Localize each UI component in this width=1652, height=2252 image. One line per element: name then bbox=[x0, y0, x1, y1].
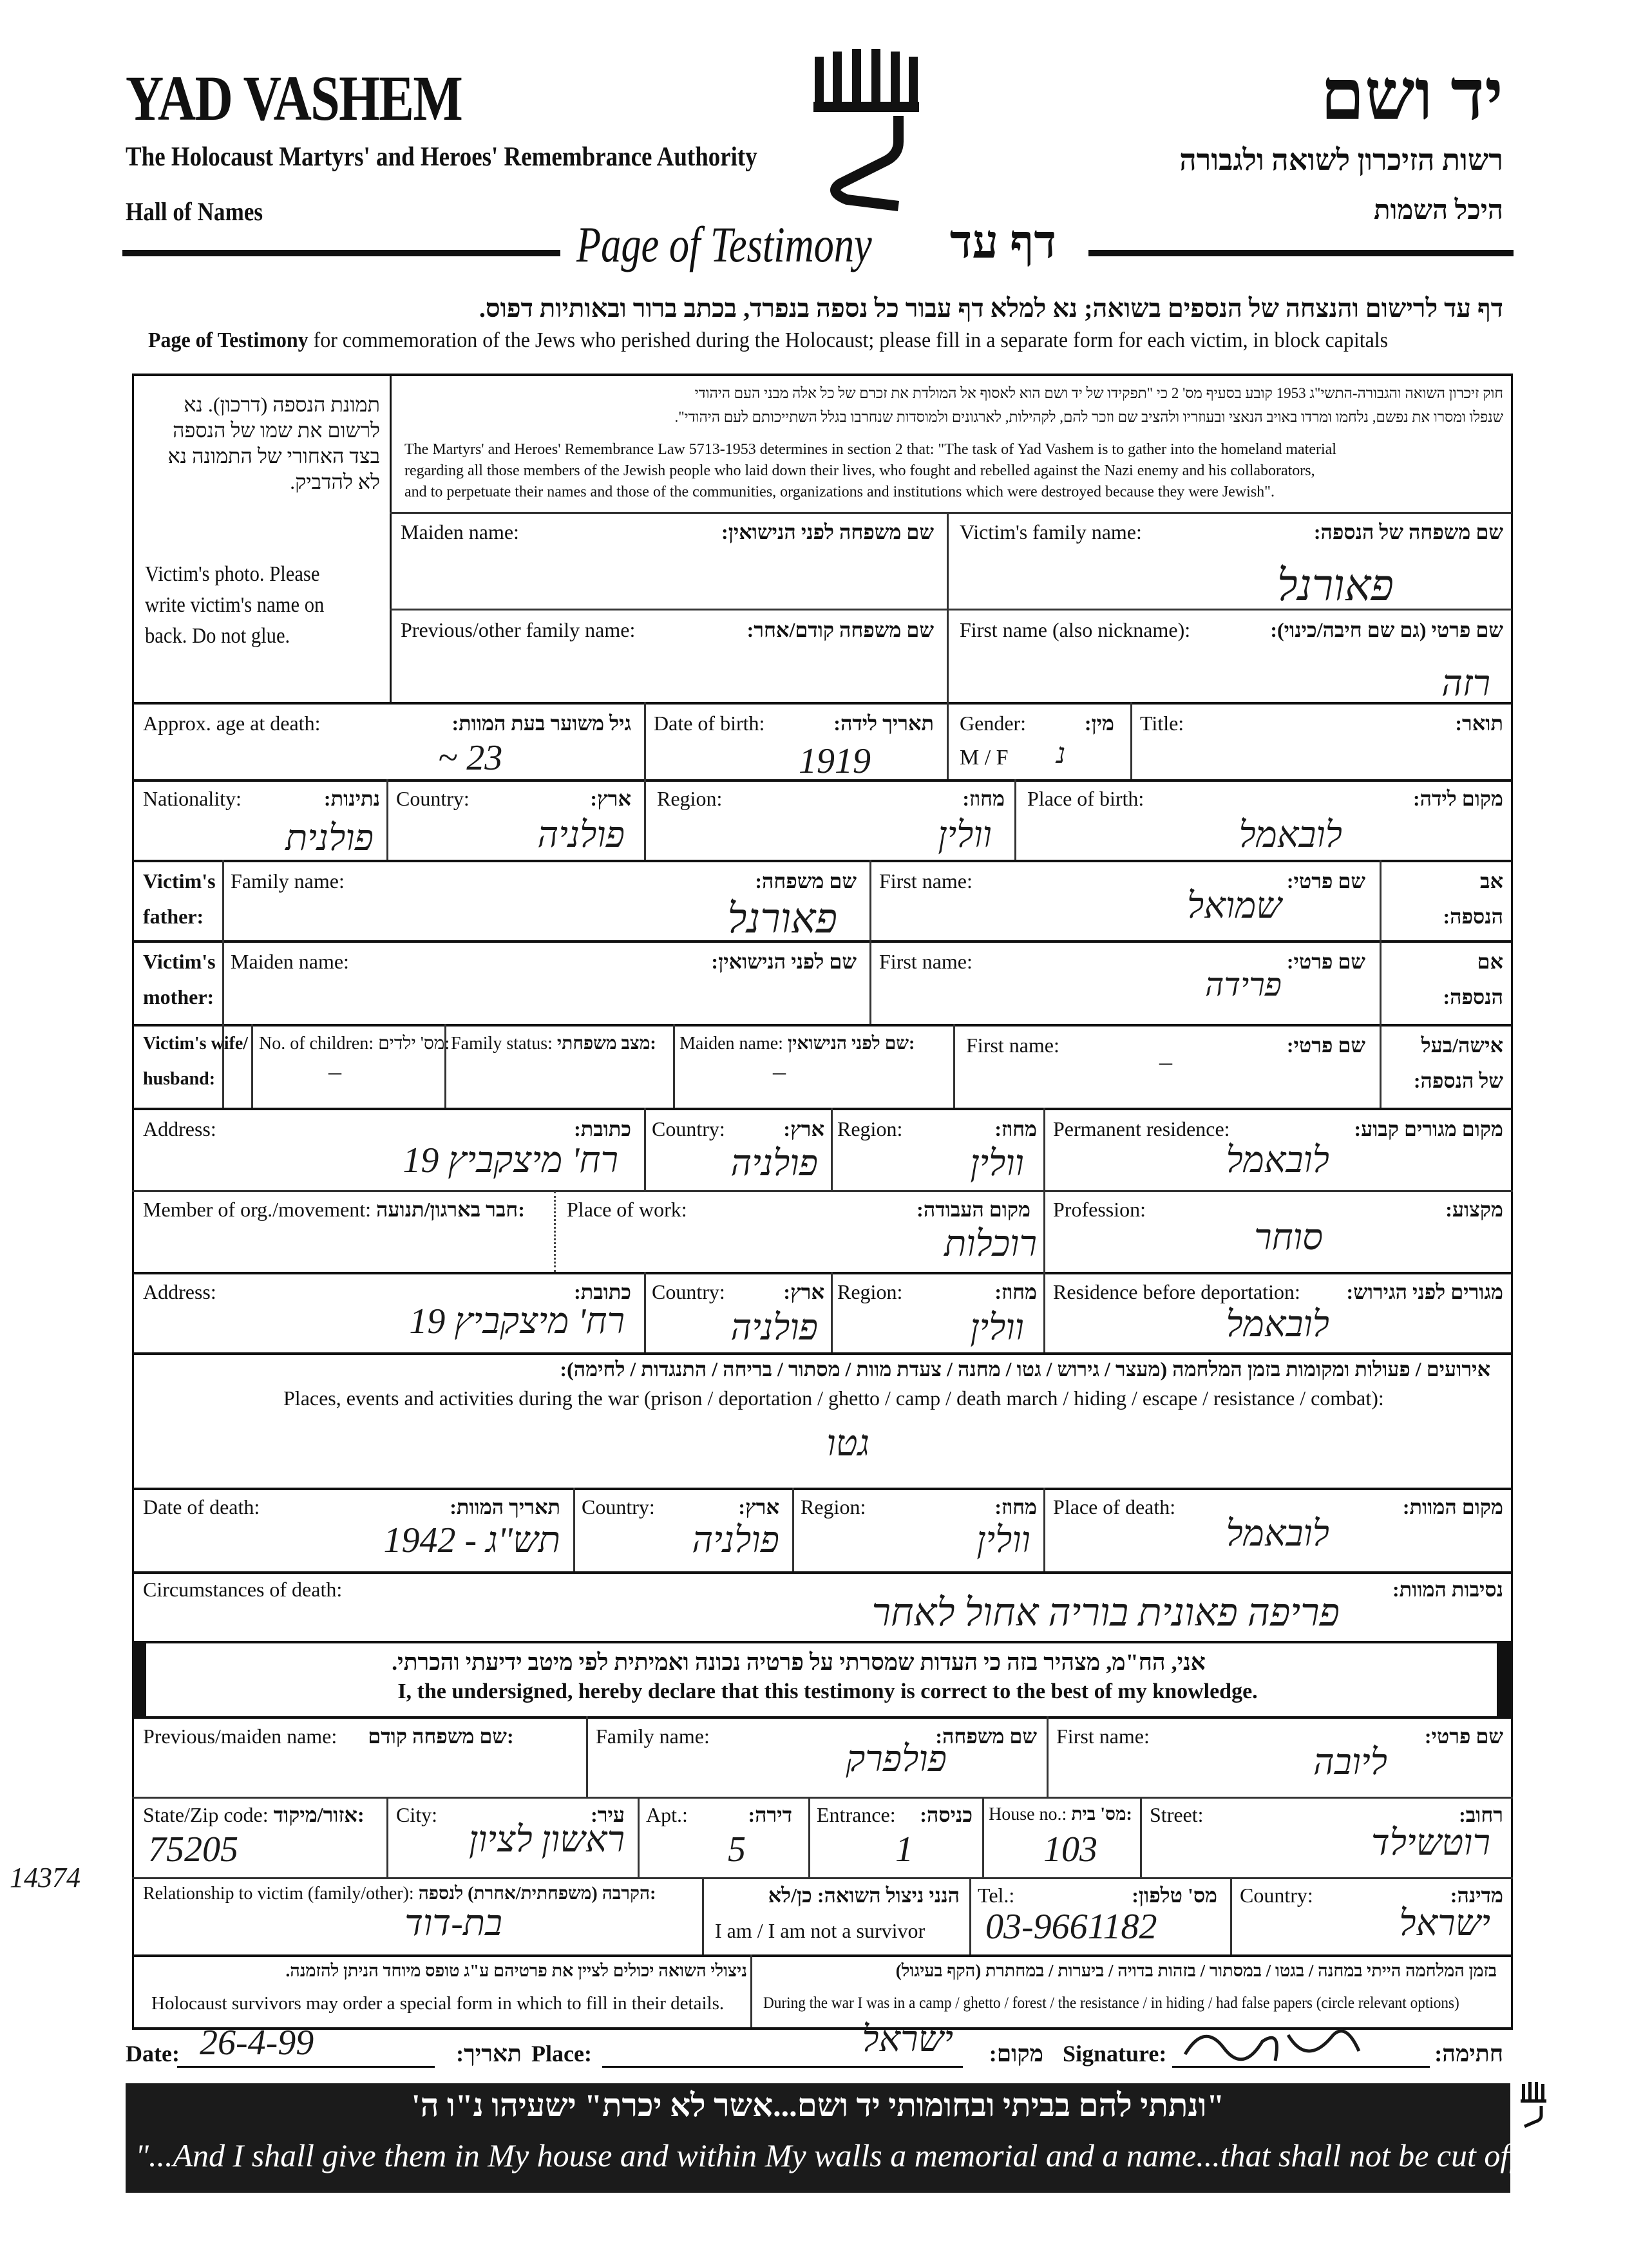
div-father-m bbox=[869, 860, 871, 1024]
zip-value[interactable]: 75205 bbox=[148, 1830, 238, 1869]
first-name-label-en: First name (also nickname): bbox=[960, 618, 1191, 641]
address-label-en: Address: bbox=[143, 1117, 216, 1140]
perm-res-value[interactable]: לובאמל bbox=[1226, 1140, 1329, 1180]
father-family-label-en: Family name: bbox=[231, 869, 345, 893]
page-title-he: דף עד bbox=[949, 216, 1056, 268]
birth-region-label-he: מחוז: bbox=[962, 787, 1005, 810]
div-dob bbox=[947, 702, 949, 779]
first-name-label-he: שם פרטי (גם שם חיבה/כינוי): bbox=[1270, 618, 1503, 641]
page-title-en: Page of Testimony bbox=[576, 216, 872, 272]
mother-label-en-2: mother: bbox=[143, 985, 214, 1008]
tel-label-he: מס' טלפון: bbox=[1132, 1884, 1217, 1907]
dep-region-value[interactable]: וולין bbox=[970, 1308, 1024, 1348]
instructions-en-bold: Page of Testimony bbox=[148, 328, 309, 352]
address-country-label-he: ארץ: bbox=[783, 1117, 824, 1140]
spouse-first-label-he: שם פרטי: bbox=[1286, 1034, 1365, 1057]
witness-family-value[interactable]: פולפרק bbox=[846, 1739, 947, 1779]
div-z-5 bbox=[1140, 1797, 1142, 1877]
authority-he: רשות הזיכרון לשואה ולגבורה bbox=[1179, 144, 1503, 176]
div-dep-2 bbox=[831, 1272, 833, 1352]
house-label-en: House no.: bbox=[989, 1804, 1067, 1824]
photo-instructions-he: תמונת הנספה (דרכון). נא לרשום את שמו של הנספה בצד האחורי של התמונה נא לא להדביק. bbox=[167, 393, 380, 493]
family-name-label-en: Victim's family name: bbox=[960, 520, 1142, 544]
dep-region-label-he: מחוז: bbox=[994, 1280, 1037, 1303]
children-label-en-text: No. of children: bbox=[259, 1034, 374, 1054]
birth-place-label-en: Place of birth: bbox=[1027, 787, 1144, 810]
row-line-14 bbox=[132, 1877, 1513, 1879]
mother-first-value[interactable]: פרידה bbox=[1205, 967, 1282, 1003]
date-value[interactable]: 26-4-99 bbox=[200, 2023, 314, 2063]
family-status-label bbox=[451, 1034, 656, 1054]
footer-verse-en-text: "...And I shall give them in My house and within My walls a memorial and a name...that shall not be cut off" bbox=[135, 2137, 1532, 2173]
death-region-label-he: מחוז: bbox=[994, 1495, 1037, 1519]
birth-region-value[interactable]: וולין bbox=[938, 815, 992, 855]
law-en-3: and to perpetuate their names and those of the communities, organizations and institutions which were destroyed because they were Jewish". bbox=[404, 484, 1275, 500]
city-label-he: עיר: bbox=[591, 1803, 625, 1826]
mother-label-en-1: Victim's bbox=[143, 950, 216, 973]
father-family-value[interactable]: פאורנל bbox=[727, 896, 837, 941]
gender-options[interactable]: M / F bbox=[960, 746, 1009, 770]
instructions-en-rest: for commemoration of the Jews who perished during the Holocaust; please fill in a separate form for each victim, in block capitals bbox=[308, 328, 1389, 352]
law-en-2: regarding all those members of the Jewish people who laid down their lives, who fought and rebelled against the Nazi enemy and his collaborators, bbox=[404, 462, 1315, 479]
war-note-en: During the war I was in a camp / ghetto / forest / the resistance / in hiding / had false papers (circle relevant options) bbox=[763, 1994, 1459, 2012]
events-label-he: אירועים / פעולות ומקומות בזמן המלחמה (מעצר / גירוש / גטו / מחנה / צעדת מוות / מסתור / בריחה / התנגדות / לחימה): bbox=[560, 1358, 1490, 1381]
div-addr-2 bbox=[831, 1108, 833, 1190]
div-r-1 bbox=[702, 1877, 704, 1954]
dep-region-label-en: Region: bbox=[837, 1280, 903, 1303]
footer-verse-ref: Isaiah. 56:5 bbox=[1539, 2146, 1652, 2172]
title-rule-left bbox=[122, 250, 560, 256]
zip-label-he: אזור/מיקוד: bbox=[273, 1803, 365, 1826]
member-label-he: חבר בארגון/תנועה: bbox=[376, 1198, 525, 1221]
declaration-bar-left bbox=[132, 1641, 146, 1716]
div-dod-3 bbox=[1043, 1488, 1045, 1571]
form-border-right bbox=[1511, 374, 1513, 2029]
dep-address-label-he: כתובת: bbox=[574, 1280, 631, 1303]
father-first-label-he: שם פרטי: bbox=[1286, 869, 1365, 893]
row-line-10 bbox=[132, 1488, 1513, 1490]
death-country-label-he: ארץ: bbox=[738, 1495, 779, 1519]
div-addr-3 bbox=[1043, 1108, 1045, 1272]
row-line-12 bbox=[132, 1716, 1513, 1719]
signature-label-he: חתימה: bbox=[1434, 2041, 1503, 2067]
place-label-en: Place: bbox=[531, 2041, 592, 2067]
work-value[interactable]: רוכלות bbox=[944, 1224, 1037, 1264]
row-line-8 bbox=[132, 1272, 1513, 1274]
div-dod-2 bbox=[792, 1488, 794, 1571]
circ-label-en: Circumstances of death: bbox=[143, 1578, 343, 1601]
nationality-value[interactable]: פולנית bbox=[285, 818, 374, 858]
circ-value[interactable]: פריפה פאונית בוריה אחול לאחר bbox=[871, 1591, 1340, 1634]
org-name-he: יד ושם bbox=[1320, 56, 1503, 135]
witness-family-label-he: שם משפחה: bbox=[935, 1725, 1037, 1748]
first-name-value[interactable]: רזה bbox=[1441, 664, 1490, 704]
signature-scribble[interactable] bbox=[1179, 2016, 1372, 2074]
maiden-name-label-he: שם משפחה לפני הנישואין: bbox=[721, 520, 934, 544]
dod-value[interactable]: תש"ג - 1942 bbox=[383, 1520, 560, 1560]
entrance-label-en: Entrance: bbox=[817, 1803, 896, 1826]
house-value[interactable]: 103 bbox=[1043, 1830, 1097, 1869]
dep-address-value[interactable]: רח' מיצקביץ 19 bbox=[409, 1301, 625, 1341]
date-label-en: Date: bbox=[126, 2041, 180, 2067]
div-z-1 bbox=[386, 1797, 388, 1877]
div-spouse-4 bbox=[953, 1024, 955, 1108]
apt-label-he: דירה: bbox=[748, 1803, 792, 1826]
address-region-label-en: Region: bbox=[837, 1117, 903, 1140]
div-z-2 bbox=[638, 1797, 640, 1877]
photo-instructions-en: Victim's photo. Please write victim's name on back. Do not glue. bbox=[145, 562, 325, 648]
name-divider bbox=[947, 512, 949, 702]
spouse-label-en-1: Victim's wife/ bbox=[143, 1034, 249, 1054]
law-en-1: The Martyrs' and Heroes' Remembrance Law 5713-1953 determines in section 2 that: "The task of Yad Vashem is to gather into the homeland material bbox=[404, 441, 1336, 458]
spouse-maiden-label-en: Maiden name: bbox=[679, 1034, 783, 1054]
prev-name-label-en: Previous/other family name: bbox=[401, 618, 636, 641]
witness-prev-label-en: Previous/maiden name: bbox=[143, 1725, 337, 1748]
div-r-2 bbox=[969, 1877, 971, 1954]
spouse-label-he-1: אישה/בעל bbox=[1421, 1034, 1503, 1057]
witness-first-label-en: First name: bbox=[1056, 1725, 1150, 1748]
spouse-first-value[interactable]: – bbox=[1159, 1047, 1172, 1076]
form-border-top bbox=[132, 374, 1513, 376]
children-label-he: מס' ילדים: bbox=[378, 1034, 450, 1054]
birth-place-label-he: מקום לידה: bbox=[1412, 787, 1503, 810]
gender-label-he: מין: bbox=[1084, 712, 1114, 735]
res-dep-label-he: מגורים לפני הגירוש: bbox=[1346, 1280, 1503, 1303]
div-country bbox=[644, 779, 646, 860]
dob-value[interactable]: 1919 bbox=[799, 741, 871, 781]
perm-res-label-he: מקום מגורים קבוע: bbox=[1354, 1117, 1503, 1140]
mother-first-label-en: First name: bbox=[879, 950, 973, 973]
witness-country-label-he: מדינה: bbox=[1450, 1884, 1503, 1907]
address-region-label-he: מחוז: bbox=[994, 1117, 1037, 1140]
date-underline bbox=[177, 2066, 435, 2068]
footer-verse-en bbox=[135, 2137, 1652, 2174]
hall-of-names-he: היכל השמות bbox=[1374, 196, 1503, 225]
address-label-he: כתובת: bbox=[574, 1117, 631, 1140]
family-status-label-he: מצב משפחתי: bbox=[556, 1034, 656, 1054]
death-region-value[interactable]: וולין bbox=[976, 1520, 1030, 1560]
mother-label-he-2: הנספה: bbox=[1443, 985, 1503, 1008]
death-country-value[interactable]: פולניה bbox=[692, 1520, 779, 1560]
dep-address-label-en: Address: bbox=[143, 1280, 216, 1303]
tel-value[interactable]: 03-9661182 bbox=[985, 1907, 1157, 1947]
apt-label-en: Apt.: bbox=[646, 1803, 688, 1826]
family-name-label-he: שם משפחה של הנספה: bbox=[1313, 520, 1503, 544]
survivor-note-he: ניצולי השואה יכולים לציין את פרטיהם ע"ג טופס מיוחד הניתן להזמנה. bbox=[285, 1961, 747, 1980]
spouse-maiden-label-he: שם לפני הנישואין: bbox=[787, 1034, 915, 1054]
witness-first-label-he: שם פרטי: bbox=[1424, 1725, 1503, 1748]
div-dep-1 bbox=[644, 1272, 646, 1352]
dob-label-en: Date of birth: bbox=[654, 712, 765, 735]
birth-region-label-en: Region: bbox=[657, 787, 723, 810]
zip-label-en: State/Zip code: bbox=[143, 1803, 269, 1826]
spouse-label-en-2: husband: bbox=[143, 1069, 216, 1089]
law-he-2: שנפלו ומסרו את נפשם, נלחמו ומרדו באויב הנאצי ובעוזריו ולהציב שם וזכר להם, לקהילות, לארגונים ולמוסדות שנחרבו בגלל השתייכותם לעם היהודי". bbox=[674, 409, 1503, 425]
div-spouse-3 bbox=[673, 1024, 675, 1108]
maiden-name-label-en: Maiden name: bbox=[401, 520, 519, 544]
instructions-he: דף עד לרישום והנצחה של הנספים בשואה; נא למלא דף עבור כל נספה בנפרד, בכתב ברור ובאותיות דפוס. bbox=[479, 294, 1503, 323]
div-w-2 bbox=[1047, 1716, 1049, 1797]
father-first-value[interactable]: שמואל bbox=[1187, 886, 1282, 926]
footer-small-logo bbox=[1517, 2080, 1549, 2132]
declaration-he: אני, הח"מ, מצהיר בזה כי העדות שמסרתי על פרטיה נכונה ואמיתית לפי מיטב ידיעתי והכרתי. bbox=[392, 1649, 1206, 1675]
perm-res-label-en: Permanent residence: bbox=[1053, 1117, 1230, 1140]
family-status-label-en: Family status: bbox=[451, 1034, 553, 1054]
birth-place-value[interactable]: לובאמל bbox=[1239, 815, 1342, 855]
member-label-en: Member of org./movement: bbox=[143, 1198, 371, 1221]
witness-prev-label-he: שם משפחה קודם: bbox=[368, 1725, 514, 1748]
address-country-label-en: Country: bbox=[652, 1117, 725, 1140]
relation-label-he: הקרבה (משפחתית/אחרת) לנספה: bbox=[418, 1884, 656, 1904]
house-label-he: מס' בית: bbox=[1071, 1804, 1132, 1824]
title-label-he: תואר: bbox=[1455, 712, 1503, 735]
place-value[interactable]: ישראל bbox=[862, 2020, 953, 2059]
photo-box-border bbox=[390, 374, 392, 702]
row-line-13 bbox=[132, 1797, 1513, 1799]
div-nat bbox=[386, 779, 388, 860]
events-value[interactable]: גטו bbox=[826, 1424, 869, 1464]
div-dod-1 bbox=[573, 1488, 575, 1571]
dep-country-value[interactable]: פולניה bbox=[730, 1308, 818, 1348]
apt-value[interactable]: 5 bbox=[728, 1830, 746, 1869]
pod-label-he: מקום המוות: bbox=[1402, 1495, 1503, 1519]
father-label-en-1: Victim's bbox=[143, 869, 216, 893]
signature-label-en: Signature: bbox=[1063, 2041, 1167, 2067]
birth-country-label-en: Country: bbox=[396, 787, 470, 810]
father-first-label-en: First name: bbox=[879, 869, 973, 893]
declaration-en: I, the undersigned, hereby declare that this testimony is correct to the best of my knowledge. bbox=[397, 1680, 1258, 1703]
witness-country-label-en: Country: bbox=[1240, 1884, 1313, 1907]
instructions-en bbox=[148, 328, 1388, 353]
witness-prev-label bbox=[143, 1725, 514, 1748]
spouse-label-he-2: של הנספה: bbox=[1413, 1069, 1503, 1092]
declaration-bar-right bbox=[1497, 1641, 1511, 1716]
age-label-he: גיל משוער בעת המוות: bbox=[451, 712, 631, 735]
row-line-15 bbox=[132, 1954, 1513, 1957]
address-country-value[interactable]: פולניה bbox=[730, 1144, 818, 1184]
spouse-maiden-value[interactable]: – bbox=[773, 1057, 786, 1086]
form-border-left bbox=[132, 374, 134, 2029]
events-label-en: Places, events and activities during the war (prison / deportation / ghetto / camp / death march / hiding / escape / resistance / combat): bbox=[283, 1386, 1384, 1410]
prev-name-label-he: שם משפחה קודם/אחר: bbox=[746, 618, 934, 641]
dod-label-he: תאריך המוות: bbox=[450, 1495, 560, 1519]
witness-family-label-en: Family name: bbox=[596, 1725, 710, 1748]
spouse-maiden-label bbox=[679, 1034, 915, 1054]
dep-country-label-he: ארץ: bbox=[783, 1280, 824, 1303]
yad-vashem-logo bbox=[802, 45, 931, 213]
witness-country-value[interactable]: ישראל bbox=[1399, 1904, 1490, 1944]
house-label bbox=[989, 1804, 1132, 1825]
address-street-value[interactable]: רח' מיצקביץ 19 bbox=[403, 1140, 618, 1180]
death-region-label-en: Region: bbox=[801, 1495, 866, 1519]
war-note-he: בזמן המלחמה הייתי במחנה / בגטו / במסתור / בזהות בדויה / ביערות / במחתרת (הקף בעיגול) bbox=[895, 1961, 1497, 1980]
div-member bbox=[554, 1191, 556, 1272]
relation-label bbox=[143, 1884, 656, 1904]
law-box-bottom bbox=[390, 512, 1512, 514]
city-value[interactable]: ראשון לציון bbox=[468, 1820, 625, 1860]
spouse-first-label-en: First name: bbox=[966, 1034, 1059, 1057]
survivor-note-en: Holocaust survivors may order a special form in which to fill in their details. bbox=[151, 1993, 725, 2014]
div-dep-3 bbox=[1043, 1272, 1045, 1352]
profession-value[interactable]: סוחר bbox=[1254, 1218, 1323, 1258]
profession-label-he: מקצוע: bbox=[1445, 1198, 1503, 1221]
row-line-9 bbox=[132, 1352, 1513, 1355]
dep-country-label-en: Country: bbox=[652, 1280, 725, 1303]
title-label-en: Title: bbox=[1140, 712, 1184, 735]
children-label-en bbox=[259, 1034, 450, 1054]
place-underline bbox=[602, 2066, 963, 2068]
work-label-en: Place of work: bbox=[567, 1198, 687, 1221]
profession-label-en: Profession: bbox=[1053, 1198, 1146, 1221]
father-family-label-he: שם משפחה: bbox=[755, 869, 857, 893]
entrance-label-he: כניסה: bbox=[920, 1803, 973, 1826]
pod-value[interactable]: לובאמל bbox=[1226, 1514, 1329, 1554]
father-label-en-2: father: bbox=[143, 905, 204, 928]
res-dep-value[interactable]: לובאמל bbox=[1226, 1305, 1329, 1345]
row-line-5 bbox=[132, 1024, 1513, 1027]
org-name-en: YAD VASHEM bbox=[126, 62, 462, 134]
row-line-3 bbox=[132, 860, 1513, 862]
street-value[interactable]: רוטשילד bbox=[1371, 1823, 1490, 1863]
city-label-en: City: bbox=[396, 1803, 438, 1826]
relation-label-en: Relationship to victim (family/other): bbox=[143, 1884, 414, 1904]
div-z-3 bbox=[808, 1797, 810, 1877]
res-dep-label-en: Residence before deportation: bbox=[1053, 1280, 1300, 1303]
div-father-l bbox=[222, 860, 224, 1108]
family-name-value[interactable]: פאורנל bbox=[1277, 561, 1394, 610]
zip-label bbox=[143, 1803, 365, 1827]
age-value[interactable]: ~ 23 bbox=[438, 738, 503, 778]
birth-country-value[interactable]: פולניה bbox=[537, 815, 625, 855]
gender-mark[interactable]: נ bbox=[1056, 738, 1066, 770]
title-rule-right bbox=[1088, 250, 1514, 256]
street-label-en: Street: bbox=[1150, 1803, 1204, 1826]
mother-maiden-label-he: שם לפני הנישואין: bbox=[711, 950, 857, 973]
mother-maiden-label-en: Maiden name: bbox=[231, 950, 349, 973]
street-label-he: רחוב: bbox=[1459, 1803, 1503, 1826]
tel-label-en: Tel.: bbox=[978, 1884, 1015, 1907]
nationality-label-he: נתינות: bbox=[323, 787, 380, 810]
pod-label-en: Place of death: bbox=[1053, 1495, 1176, 1519]
div-r-3 bbox=[1230, 1877, 1232, 1954]
mother-first-label-he: שם פרטי: bbox=[1286, 950, 1365, 973]
dod-label-en: Date of death: bbox=[143, 1495, 260, 1519]
div-w-1 bbox=[586, 1716, 588, 1797]
survivor-options[interactable]: I am / I am not a survivor bbox=[715, 1919, 926, 1942]
address-region-value[interactable]: וולין bbox=[970, 1144, 1024, 1184]
mother-label-he-1: אם bbox=[1477, 950, 1503, 973]
row-line-6 bbox=[132, 1108, 1513, 1110]
entrance-value[interactable]: 1 bbox=[895, 1830, 913, 1869]
work-label-he: מקום העבודה: bbox=[916, 1198, 1030, 1221]
survivor-label-he: הנני ניצול השואה: כן/לא bbox=[768, 1884, 960, 1907]
authority-en: The Holocaust Martyrs' and Heroes' Remembrance Authority bbox=[126, 142, 757, 172]
father-label-he-2: הנספה: bbox=[1443, 905, 1503, 928]
div-region bbox=[1014, 779, 1016, 860]
age-label-en: Approx. age at death: bbox=[143, 712, 321, 735]
div-z-4 bbox=[982, 1797, 984, 1877]
law-he-1: חוק זיכרון השואה והגבורה-התשי"ג 1953 קובע בסעיף מס' 2 כי "תפקידו של יד ושם הוא לאסוף אל המולדת את זכרם של כל אלה מבני העם היהודי bbox=[694, 385, 1503, 401]
div-gender bbox=[1130, 702, 1132, 779]
row-line-11 bbox=[132, 1571, 1513, 1574]
footer-verse-he: "ונתתי להם בביתי ובחומותי יד ושם...אשר לא יכרת" ישעיהו נ"ו ה' bbox=[411, 2087, 1225, 2123]
death-country-label-en: Country: bbox=[582, 1495, 655, 1519]
row-line-7 bbox=[132, 1190, 1513, 1192]
relation-value[interactable]: בת-דוד bbox=[404, 1904, 502, 1944]
nationality-label-en: Nationality: bbox=[143, 787, 242, 810]
div-age bbox=[644, 702, 646, 779]
margin-note: 14374 bbox=[10, 1862, 81, 1893]
member-label bbox=[143, 1198, 525, 1222]
gender-label-en: Gender: bbox=[960, 712, 1027, 735]
dob-label-he: תאריך לידה: bbox=[833, 712, 934, 735]
place-label-he: מקום: bbox=[989, 2041, 1043, 2067]
div-spouse-1 bbox=[251, 1024, 253, 1108]
witness-first-value[interactable]: ליובה bbox=[1313, 1743, 1387, 1783]
div-addr-1 bbox=[644, 1108, 646, 1190]
birth-country-label-he: ארץ: bbox=[590, 787, 631, 810]
hall-of-names-en: Hall of Names bbox=[126, 197, 263, 226]
circ-label-he: נסיבות המוות: bbox=[1392, 1578, 1503, 1601]
children-value[interactable]: – bbox=[328, 1057, 341, 1086]
date-label-he: תאריך: bbox=[456, 2041, 522, 2067]
declaration-top-line bbox=[132, 1641, 1513, 1643]
father-label-he-1: אב bbox=[1480, 869, 1503, 893]
